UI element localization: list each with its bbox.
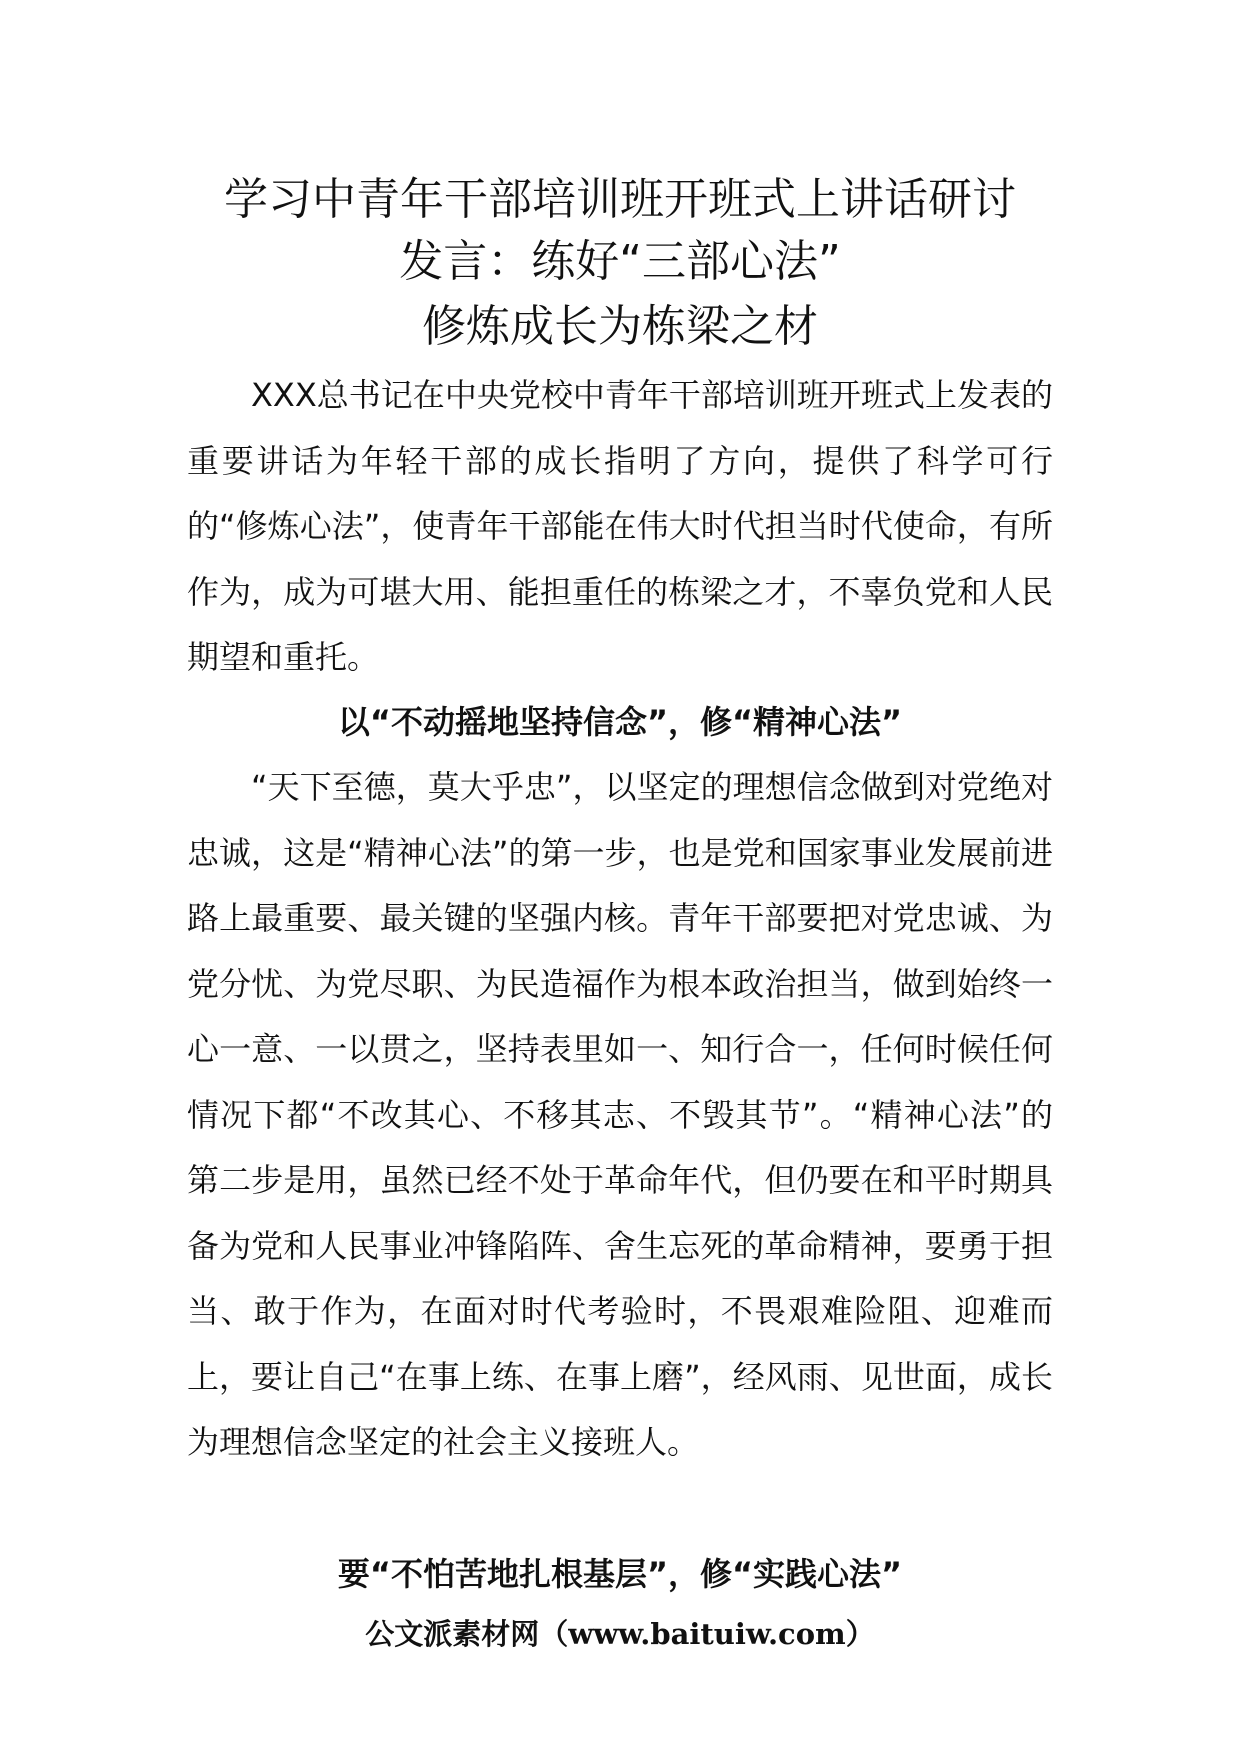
document-title-line-2: 发言：练好“三部心法” (399, 236, 841, 287)
body-paragraph-2: “天下至德，莫大乎忠”，以坚定的理想信念做到对党绝对忠诚，这是“精神心法”的第一步，也是党和国家事业发展前进路上最重要、最关键的坚强内核。青年干部要把对党忠诚、为党分忧、为党尽职、为民造福作为根本政治担当，做到始终一心一意、一以贯之，坚持表里如一、知行合一，任何时候任何情况下都“不改其心、不移其志、不毁其节”。“精神心法”的第二步是用，虽然已经不处于革命年代，但仍要在和平时期具备为党和人民事业冲锋陷阵、舍生忘死的革命精神，要勇于担当、敢于作为，在面对时代考验时，不畏艰难险阻、迎难而上，要让自己“在事上练、在事上磨”，经风雨、见世面，成长为理想信念坚定的社会主义接班人。 (187, 768, 1053, 1461)
page-footer-watermark: 公文派素材网（www.baituiw.com） (365, 1617, 875, 1651)
document-title-line-1: 学习中青年干部培训班开班式上讲话研讨 (224, 174, 1016, 225)
body-paragraph-1: XXX总书记在中央党校中青年干部培训班开班式上发表的重要讲话为年轻干部的成长指明了方向，提供了科学可行的“修炼心法”，使青年干部能在伟大时代担当时代使命，有所作为，成为可堪大用、能担重任的栋梁之才，不辜负党和人民期望和重托。 (187, 376, 1053, 676)
section-heading-1: 以“不动摇地坚持信念”，修“精神心法” (337, 703, 903, 741)
section-heading-2: 要“不怕苦地扎根基层”，修“实践心法” (337, 1555, 903, 1593)
document-title-line-3: 修炼成长为栋梁之材 (422, 301, 818, 352)
